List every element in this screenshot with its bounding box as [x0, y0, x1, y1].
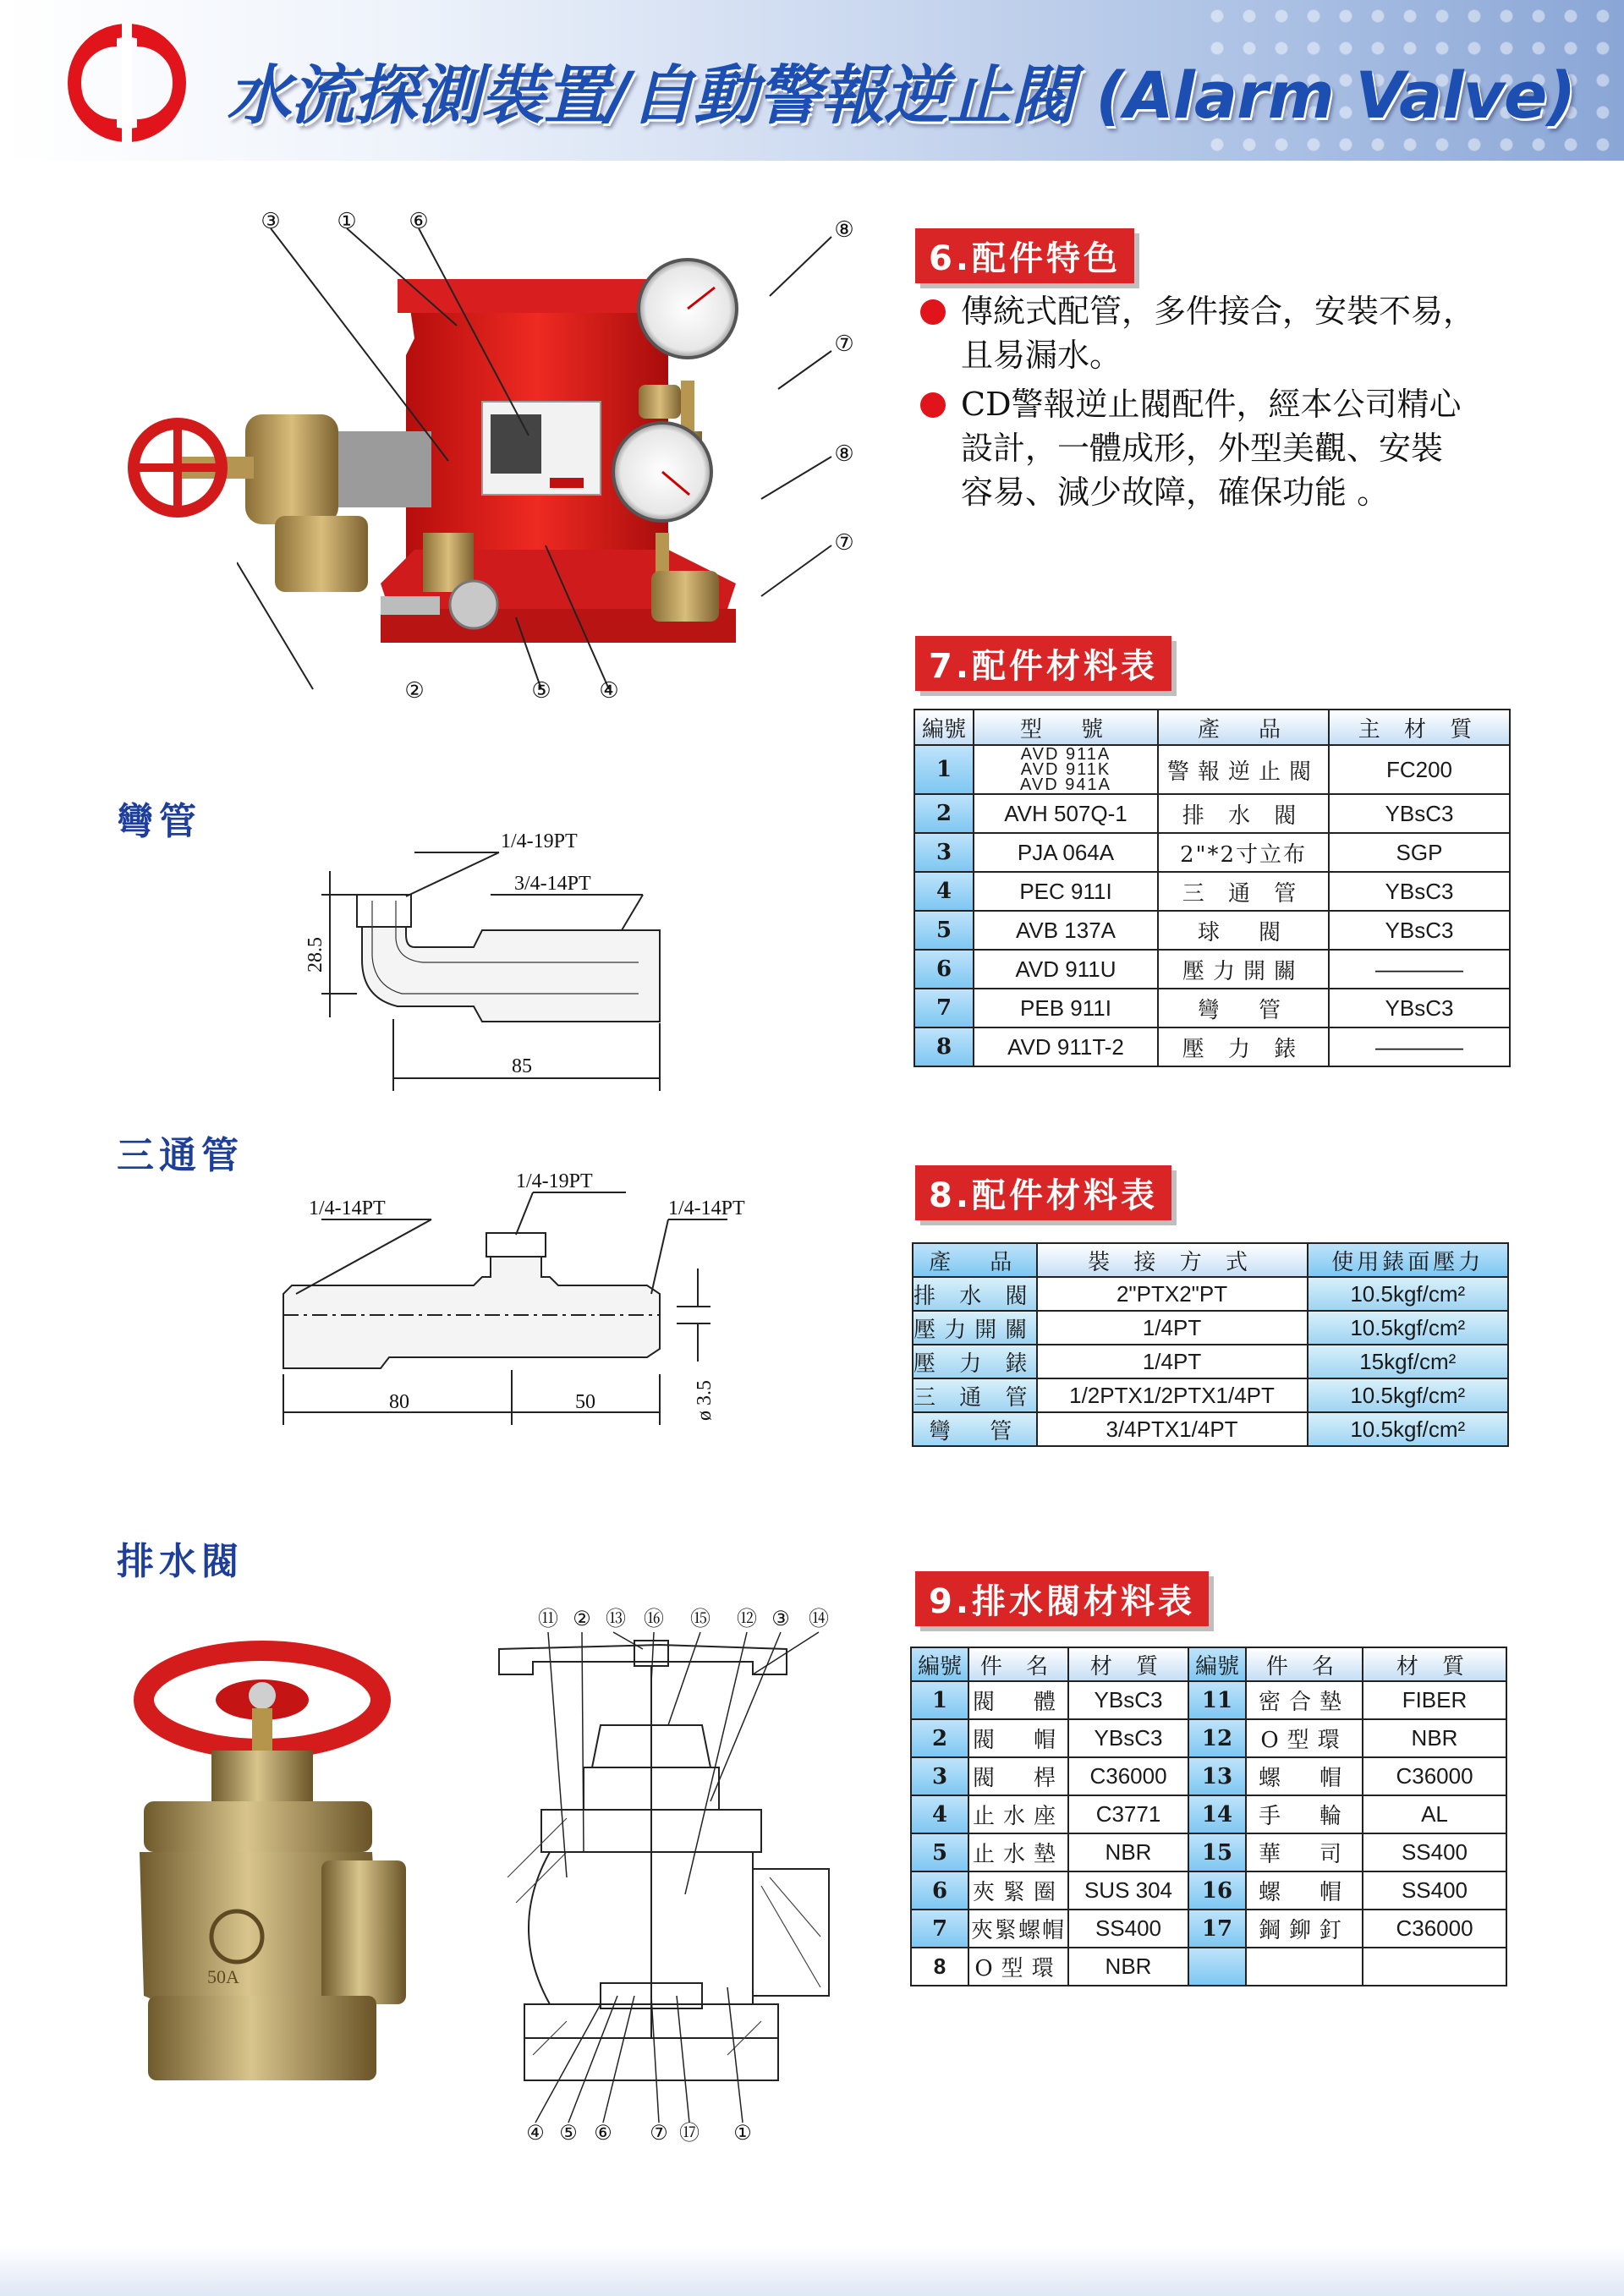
table-cell: 12 — [1188, 1719, 1246, 1757]
cd-logo — [66, 24, 193, 142]
table-cell: 3 — [911, 1757, 968, 1795]
elbow-label-top: 1/4-19PT — [501, 830, 578, 852]
table-cell: C36000 — [1068, 1757, 1188, 1795]
drain-callout: ⑤ — [559, 2123, 578, 2145]
table-cell: FIBER — [1363, 1681, 1506, 1719]
footer-band — [0, 2245, 1624, 2296]
table-cell: 閥 帽 — [968, 1719, 1068, 1757]
table-row — [911, 1795, 1506, 1833]
drain-callout: ⑫ — [737, 1608, 757, 1630]
table-cell: 11 — [1188, 1681, 1246, 1719]
table-cell: 彎 管 — [1158, 989, 1329, 1027]
table-cell: PEC 911I — [974, 872, 1158, 911]
table-cell: AL — [1363, 1795, 1506, 1833]
drain-valve-section-drawing — [474, 1598, 846, 2148]
table-cell: 2"*2寸立布 — [1158, 833, 1329, 872]
table-cell: 警報逆止閥 — [1158, 745, 1329, 794]
elbow-drawing — [304, 820, 694, 1091]
table-row — [913, 1345, 1508, 1378]
table-cell: 三 通 管 — [1158, 872, 1329, 911]
table-cell: AVD 911U — [974, 950, 1158, 989]
table-row — [914, 872, 1510, 911]
table-row — [911, 1910, 1506, 1948]
table-cell: C3771 — [1068, 1795, 1188, 1833]
elbow-length: 85 — [512, 1055, 532, 1077]
table-row — [914, 950, 1510, 989]
table-cell: 10.5kgf/cm² — [1308, 1378, 1508, 1412]
table-row — [913, 1311, 1508, 1345]
table-cell — [1363, 1948, 1506, 1986]
table-cell: ———— — [1329, 1027, 1510, 1066]
table-cell: C36000 — [1363, 1910, 1506, 1948]
table-row — [913, 1378, 1508, 1412]
callout-6: ⑥ — [409, 209, 429, 233]
col-header: 件 名 — [1246, 1647, 1363, 1681]
section9-title: 9.排水閥材料表 — [915, 1571, 1209, 1626]
table-row — [914, 989, 1510, 1027]
table-cell: PJA 064A — [974, 833, 1158, 872]
table-cell: 夾緊圈 — [968, 1871, 1068, 1910]
red-bullet-icon — [920, 392, 946, 418]
drain-callout: ⑮ — [690, 1608, 710, 1630]
col-header: 編號 — [911, 1647, 968, 1681]
table-cell: ———— — [1329, 950, 1510, 989]
table-cell: SS400 — [1363, 1871, 1506, 1910]
table-cell: AVB 137A — [974, 911, 1158, 950]
drain-callout: ⑦ — [650, 2123, 668, 2145]
elbow-label-side: 3/4-14PT — [514, 873, 591, 895]
table-row — [911, 1757, 1506, 1795]
table-cell: 8 — [911, 1948, 968, 1986]
table-cell: AVD 911A AVD 911K AVD 941A — [974, 745, 1158, 794]
drain-callout: ⑯ — [644, 1608, 664, 1630]
drain-callout: ⑰ — [679, 2123, 700, 2145]
table-cell: 8 — [914, 1027, 974, 1066]
table-cell: 10.5kgf/cm² — [1308, 1311, 1508, 1345]
table-row — [913, 1412, 1508, 1446]
table-cell: SGP — [1329, 833, 1510, 872]
table-cell: 閥 體 — [968, 1681, 1068, 1719]
col-header: 件 名 — [968, 1647, 1068, 1681]
table-cell: O型環 — [1246, 1719, 1363, 1757]
table-cell: 彎 管 — [913, 1412, 1037, 1446]
table-cell: 螺 帽 — [1246, 1871, 1363, 1910]
table-cell: 4 — [914, 872, 974, 911]
tr — [911, 1647, 1506, 1681]
table-row — [911, 1719, 1506, 1757]
accessory-material-table — [914, 709, 1511, 1067]
table-cell: 螺 帽 — [1246, 1757, 1363, 1795]
table-cell: AVH 507Q-1 — [974, 794, 1158, 833]
tee-left-length: 80 — [389, 1391, 409, 1413]
table-cell: 17 — [1188, 1910, 1246, 1948]
table-cell: 止水座 — [968, 1795, 1068, 1833]
section7-title: 7.配件材料表 — [915, 636, 1171, 691]
table-cell: 排 水 閥 — [1158, 794, 1329, 833]
col-header: 材 質 — [1068, 1647, 1188, 1681]
table-row — [913, 1277, 1508, 1311]
table-cell: YBsC3 — [1329, 794, 1510, 833]
table-cell: NBR — [1068, 1833, 1188, 1871]
drain-valve-material-table — [910, 1647, 1507, 1986]
table-cell: 壓力開關 — [1158, 950, 1329, 989]
table-cell: 1/4PT — [1037, 1345, 1308, 1378]
table-cell: 手 輪 — [1246, 1795, 1363, 1833]
table-cell: 2 — [914, 794, 974, 833]
table-cell: YBsC3 — [1329, 872, 1510, 911]
tee-drawing — [271, 1167, 778, 1446]
table-cell: 3 — [914, 833, 974, 872]
callout-2: ② — [404, 678, 425, 703]
callout-5: ⑤ — [531, 678, 551, 703]
callout-7b: ⑦ — [834, 530, 854, 555]
connection-pressure-table — [912, 1242, 1509, 1447]
table-cell: 1 — [914, 745, 974, 794]
table-cell: 壓 力 錶 — [913, 1345, 1037, 1378]
table-cell: 球 閥 — [1158, 911, 1329, 950]
callout-1: ① — [337, 209, 357, 233]
tee-diameter: ø 3.5 — [694, 1380, 716, 1421]
drain-callout: ⑬ — [606, 1608, 626, 1630]
table-cell: AVD 911T-2 — [974, 1027, 1158, 1066]
table-cell: 鋼鉚釘 — [1246, 1910, 1363, 1948]
table-cell: 5 — [911, 1833, 968, 1871]
table-cell: C36000 — [1363, 1757, 1506, 1795]
col-header: 材 質 — [1363, 1647, 1506, 1681]
table-cell: 10.5kgf/cm² — [1308, 1412, 1508, 1446]
callout-3: ③ — [261, 209, 281, 233]
drain-callout: ④ — [526, 2123, 545, 2145]
table-cell: PEB 911I — [974, 989, 1158, 1027]
table-cell: FC200 — [1329, 745, 1510, 794]
table-cell: 2"PTX2"PT — [1037, 1277, 1308, 1311]
col-header: 型 號 — [974, 710, 1158, 745]
table-cell: 1/4PT — [1037, 1311, 1308, 1345]
photo-marking: 50A — [207, 1966, 239, 1987]
col-header: 產 品 — [913, 1243, 1037, 1277]
tee-right-length: 50 — [575, 1391, 595, 1413]
table-cell: 5 — [914, 911, 974, 950]
table-cell: 止水墊 — [968, 1833, 1068, 1871]
table-cell — [1246, 1948, 1363, 1986]
col-header: 編號 — [914, 710, 974, 745]
table-cell: 壓力開關 — [913, 1311, 1037, 1345]
table-cell: 15 — [1188, 1833, 1246, 1871]
table-row — [914, 745, 1510, 794]
drain-callout: ② — [573, 1608, 591, 1630]
page-title: 水流探測裝置/自動警報逆止閥 (Alarm Valve) — [227, 58, 1576, 133]
table-cell: 1/2PTX1/2PTX1/4PT — [1037, 1378, 1308, 1412]
drain-callout: ⑥ — [594, 2123, 612, 2145]
drain-callout: ③ — [771, 1608, 790, 1630]
tr — [914, 710, 1510, 745]
table-cell: NBR — [1363, 1719, 1506, 1757]
table-cell: 7 — [914, 989, 974, 1027]
table-cell: 夾緊螺帽 — [968, 1910, 1068, 1948]
drain-callout: ⑪ — [538, 1608, 558, 1630]
callout-4: ④ — [599, 678, 619, 703]
tee-title: 三通管 — [117, 1134, 244, 1177]
table-cell: NBR — [1068, 1948, 1188, 1986]
table-cell: 2 — [911, 1719, 968, 1757]
drain-callout: ⑭ — [809, 1608, 829, 1630]
table-cell — [1188, 1948, 1246, 1986]
table-cell: O型環 — [968, 1948, 1068, 1986]
table-cell: 16 — [1188, 1871, 1246, 1910]
table-cell: 三 通 管 — [913, 1378, 1037, 1412]
table-cell: SS400 — [1363, 1833, 1506, 1871]
table-cell: 3/4PTX1/4PT — [1037, 1412, 1308, 1446]
table-cell: 13 — [1188, 1757, 1246, 1795]
tee-label-right: 1/4-14PT — [668, 1197, 745, 1219]
elbow-height: 28.5 — [304, 937, 326, 973]
table-cell: 密合墊 — [1246, 1681, 1363, 1719]
tee-label-top: 1/4-19PT — [516, 1170, 593, 1192]
table-cell: 華 司 — [1246, 1833, 1363, 1871]
table-row — [914, 833, 1510, 872]
table-cell: 閥 桿 — [968, 1757, 1068, 1795]
table-row — [914, 1027, 1510, 1066]
callout-7a: ⑦ — [834, 332, 854, 356]
elbow-title: 彎管 — [117, 800, 201, 843]
section6-title: 6.配件特色 — [915, 228, 1134, 283]
drain-valve-photo — [127, 1624, 414, 2097]
table-cell: YBsC3 — [1068, 1719, 1188, 1757]
table-cell: YBsC3 — [1329, 911, 1510, 950]
table-cell: 10.5kgf/cm² — [1308, 1277, 1508, 1311]
bullet-item: CD警報逆止閥配件，經本公司精心 設計，一體成形，外型美觀、安裝 容易、減少故障，確保功能 。 — [920, 382, 1529, 514]
table-cell: SS400 — [1068, 1910, 1188, 1948]
col-header: 裝 接 方 式 — [1037, 1243, 1308, 1277]
table-cell: 6 — [911, 1871, 968, 1910]
table-row — [914, 794, 1510, 833]
drain-valve-title: 排水閥 — [117, 1540, 244, 1583]
tee-label-left: 1/4-14PT — [309, 1197, 386, 1219]
tr — [913, 1243, 1508, 1277]
table-cell: YBsC3 — [1329, 989, 1510, 1027]
bullet-item: 傳統式配管，多件接合，安裝不易， 且易漏水。 — [920, 289, 1529, 377]
table-row — [914, 911, 1510, 950]
table-cell: YBsC3 — [1068, 1681, 1188, 1719]
table-cell: 6 — [914, 950, 974, 989]
col-header: 產 品 — [1158, 710, 1329, 745]
table-cell: 14 — [1188, 1795, 1246, 1833]
table-cell: 7 — [911, 1910, 968, 1948]
col-header: 使用錶面壓力 — [1308, 1243, 1508, 1277]
alarm-valve-callouts — [237, 207, 880, 715]
table-cell: SUS 304 — [1068, 1871, 1188, 1910]
callout-8a: ⑧ — [834, 217, 854, 242]
table-row — [911, 1681, 1506, 1719]
table-row — [911, 1833, 1506, 1871]
col-header: 編號 — [1188, 1647, 1246, 1681]
table-cell: 壓 力 錶 — [1158, 1027, 1329, 1066]
table-cell: 15kgf/cm² — [1308, 1345, 1508, 1378]
col-header: 主 材 質 — [1329, 710, 1510, 745]
section6-bullets — [920, 289, 1529, 519]
table-cell: 1 — [911, 1681, 968, 1719]
red-bullet-icon — [920, 299, 946, 325]
callout-8b: ⑧ — [834, 441, 854, 466]
table-row — [911, 1871, 1506, 1910]
table-cell: 4 — [911, 1795, 968, 1833]
table-cell: 排 水 閥 — [913, 1277, 1037, 1311]
drain-callout: ① — [733, 2123, 752, 2145]
section8-title: 8.配件材料表 — [915, 1165, 1171, 1220]
table-row — [911, 1948, 1506, 1986]
